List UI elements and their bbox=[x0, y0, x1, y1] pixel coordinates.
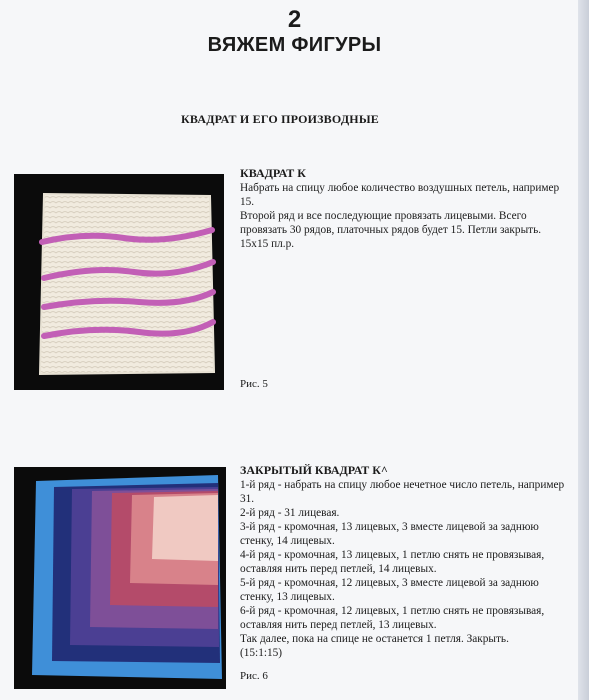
chapter-number: 2 bbox=[287, 6, 302, 33]
figure-5-photo bbox=[14, 174, 224, 390]
closed-square-description bbox=[240, 463, 575, 660]
closed-square-step: (15:1:15) bbox=[240, 647, 283, 659]
square-k-paragraph: 15х15 пл.р. bbox=[240, 238, 295, 250]
closed-square-step: 5-й ряд - кромочная, 12 лицевых, 3 вместе лицевой за заднюю стенку, 13 лицевых. bbox=[240, 577, 539, 603]
square-k-heading: КВАДРАТ К bbox=[240, 166, 306, 180]
closed-square-heading: ЗАКРЫТЫЙ КВАДРАТ К^ bbox=[240, 463, 388, 477]
square-k-paragraph: Набрать на спицу любое количество воздушных петель, например 15. bbox=[240, 182, 560, 208]
section-title: КВАДРАТ И ЕГО ПРОИЗВОДНЫЕ bbox=[181, 112, 380, 126]
band-7 bbox=[152, 495, 218, 561]
closed-square-step: 6-й ряд - кромочная, 12 лицевых, 1 петлю снять не провязывая, оставляя нить перед петлей, 13 лицевых. bbox=[240, 605, 545, 631]
closed-square-step: 2-й ряд - 31 лицевая. bbox=[240, 507, 340, 519]
closed-square-image bbox=[14, 467, 226, 689]
figure-5-caption: Рис. 5 bbox=[240, 378, 268, 390]
striped-square-image bbox=[14, 174, 224, 390]
closed-square-step: 4-й ряд - кромочная, 13 лицевых, 1 петлю снять не провязывая, оставляя нить перед петлей, 14 лицевых. bbox=[240, 549, 545, 575]
figure-6-photo bbox=[14, 467, 226, 689]
figure-6-caption: Рис. 6 bbox=[240, 670, 268, 682]
corner-bands bbox=[32, 475, 222, 679]
closed-square-step: 1-й ряд - набрать на спицу любое нечетное число петель, например 31. bbox=[240, 479, 565, 505]
square-k-paragraph: Второй ряд и все последующие провязать лицевыми. Всего провязать 30 рядов, платочных рядов будет 15. Петли закрыть. bbox=[240, 210, 542, 236]
closed-square-step: 3-й ряд - кромочная, 13 лицевых, 3 вместе лицевой за заднюю стенку, 14 лицевых. bbox=[240, 521, 539, 547]
closed-square-step: Так далее, пока на спице не останется 1 петля. Закрыть. bbox=[240, 633, 509, 645]
page-edge-shadow bbox=[578, 0, 589, 700]
chapter-title: ВЯЖЕМ ФИГУРЫ bbox=[207, 34, 382, 56]
square-k-description bbox=[240, 166, 575, 251]
